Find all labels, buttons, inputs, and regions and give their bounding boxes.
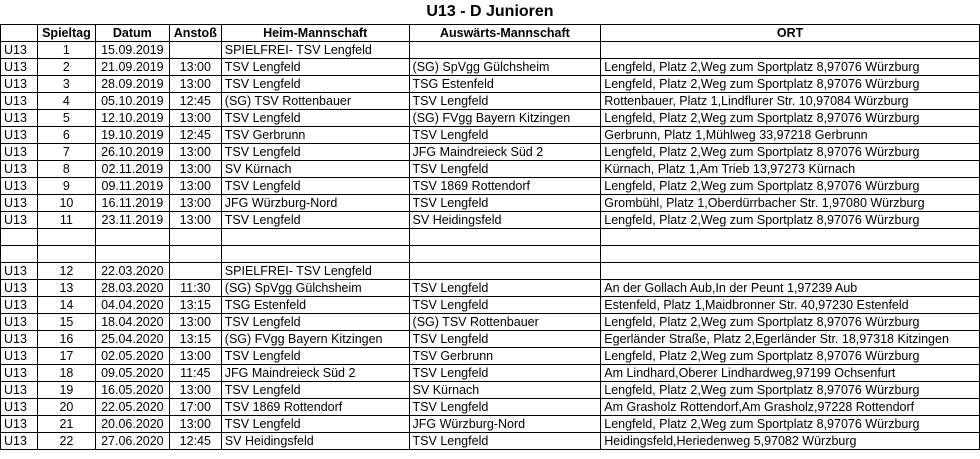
kickoff-cell: 13:00 [169,314,221,331]
matchday-cell: 7 [37,144,95,161]
kickoff-cell [169,42,221,59]
away-team-cell: SV Kürnach [409,382,601,399]
matchday-cell: 5 [37,110,95,127]
kickoff-cell: 13:00 [169,348,221,365]
kickoff-cell [169,263,221,280]
date-cell: 02.11.2019 [95,161,169,178]
table-row [1,144,980,161]
schedule-table [0,24,980,450]
date-cell: 28.03.2020 [95,280,169,297]
away-team-cell: TSV Gerbrunn [409,348,601,365]
kickoff-cell: 12:45 [169,93,221,110]
team-class-cell: U13 [1,178,38,195]
matchday-cell: 2 [37,59,95,76]
away-team-cell: TSV 1869 Rottendorf [409,178,601,195]
location-cell: Gerbrunn, Platz 1,Mühlweg 33,97218 Gerbrunn [601,127,980,144]
date-cell: 27.06.2020 [95,433,169,450]
kickoff-cell [169,246,221,263]
table-row [1,348,980,365]
team-class-cell: U13 [1,42,38,59]
kickoff-cell: 13:00 [169,76,221,93]
home-team-cell: JFG Maindreieck Süd 2 [221,365,409,382]
date-cell: 23.11.2019 [95,212,169,229]
home-team-cell: TSV Lengfeld [221,348,409,365]
away-team-cell [409,246,601,263]
date-cell: 05.10.2019 [95,93,169,110]
kickoff-cell: 12:45 [169,127,221,144]
location-cell: Lengfeld, Platz 2,Weg zum Sportplatz 8,97076 Würzburg [601,59,980,76]
location-cell: Egerländer Straße, Platz 2,Egerländer Str. 18,97318 Kitzingen [601,331,980,348]
matchday-cell: 20 [37,399,95,416]
home-team-cell: TSV Gerbrunn [221,127,409,144]
table-row [1,59,980,76]
kickoff-cell: 13:00 [169,144,221,161]
location-cell: Heidingsfeld,Heriedenweg 5,97082 Würzburg [601,433,980,450]
home-team-cell: TSV Lengfeld [221,59,409,76]
kickoff-cell: 13:00 [169,59,221,76]
location-cell: Am Lindhard,Oberer Lindhardweg,97199 Ochsenfurt [601,365,980,382]
home-team-cell: SV Kürnach [221,161,409,178]
date-cell: 04.04.2020 [95,297,169,314]
matchday-cell: 4 [37,93,95,110]
home-team-cell: TSV Lengfeld [221,416,409,433]
header-kickoff: Anstoß [169,25,221,42]
location-cell: Rottenbauer, Platz 1,Lindflurer Str. 10,97084 Würzburg [601,93,980,110]
team-class-cell: U13 [1,195,38,212]
matchday-cell: 17 [37,348,95,365]
kickoff-cell: 17:00 [169,399,221,416]
table-row [1,42,980,59]
matchday-cell: 14 [37,297,95,314]
home-team-cell: SPIELFREI- TSV Lengfeld [221,263,409,280]
kickoff-cell: 13:15 [169,331,221,348]
away-team-cell: TSG Estenfeld [409,76,601,93]
matchday-cell: 22 [37,433,95,450]
matchday-cell: 12 [37,263,95,280]
kickoff-cell: 13:00 [169,178,221,195]
kickoff-cell: 13:00 [169,382,221,399]
team-class-cell: U13 [1,297,38,314]
team-class-cell: U13 [1,433,38,450]
away-team-cell: TSV Lengfeld [409,161,601,178]
location-cell: Lengfeld, Platz 2,Weg zum Sportplatz 8,97076 Würzburg [601,110,980,127]
matchday-cell: 9 [37,178,95,195]
date-cell [95,246,169,263]
location-cell: Lengfeld, Platz 2,Weg zum Sportplatz 8,97076 Würzburg [601,416,980,433]
location-cell [601,246,980,263]
table-row [1,212,980,229]
away-team-cell: TSV Lengfeld [409,365,601,382]
team-class-cell: U13 [1,314,38,331]
away-team-cell: (SG) FVgg Bayern Kitzingen [409,110,601,127]
location-cell [601,229,980,246]
date-cell: 28.09.2019 [95,76,169,93]
location-cell: Estenfeld, Platz 1,Maidbronner Str. 40,97230 Estenfeld [601,297,980,314]
header-matchday: Spieltag [37,25,95,42]
team-class-cell: U13 [1,399,38,416]
date-cell: 20.06.2020 [95,416,169,433]
home-team-cell: TSV Lengfeld [221,178,409,195]
matchday-cell: 16 [37,331,95,348]
home-team-cell: (SG) FVgg Bayern Kitzingen [221,331,409,348]
table-row [1,93,980,110]
kickoff-cell: 12:45 [169,433,221,450]
table-row [1,195,980,212]
team-class-cell: U13 [1,161,38,178]
table-row [1,297,980,314]
matchday-cell: 8 [37,161,95,178]
home-team-cell: TSV 1869 Rottendorf [221,399,409,416]
team-class-cell: U13 [1,331,38,348]
matchday-cell: 13 [37,280,95,297]
home-team-cell: TSV Lengfeld [221,144,409,161]
matchday-cell: 19 [37,382,95,399]
table-row [1,314,980,331]
home-team-cell [221,229,409,246]
table-row [1,246,980,263]
away-team-cell: (SG) SpVgg Gülchsheim [409,59,601,76]
away-team-cell: TSV Lengfeld [409,195,601,212]
date-cell [95,229,169,246]
date-cell: 09.11.2019 [95,178,169,195]
team-class-cell: U13 [1,76,38,93]
kickoff-cell: 11:30 [169,280,221,297]
home-team-cell: SV Heidingsfeld [221,433,409,450]
location-cell: Kürnach, Platz 1,Am Trieb 13,97273 Kürnach [601,161,980,178]
table-row [1,178,980,195]
date-cell: 16.11.2019 [95,195,169,212]
location-cell: Am Grasholz Rottendorf,Am Grasholz,97228 Rottendorf [601,399,980,416]
home-team-cell: TSV Lengfeld [221,382,409,399]
date-cell: 02.05.2020 [95,348,169,365]
away-team-cell: (SG) TSV Rottenbauer [409,314,601,331]
kickoff-cell: 13:00 [169,416,221,433]
date-cell: 12.10.2019 [95,110,169,127]
team-class-cell: U13 [1,127,38,144]
kickoff-cell: 11:45 [169,365,221,382]
table-row [1,416,980,433]
location-cell: An der Gollach Aub,In der Peunt 1,97239 Aub [601,280,980,297]
location-cell: Lengfeld, Platz 2,Weg zum Sportplatz 8,97076 Würzburg [601,178,980,195]
sheet-title: U13 - D Junioren [426,3,554,20]
home-team-cell: (SG) TSV Rottenbauer [221,93,409,110]
location-cell: Lengfeld, Platz 2,Weg zum Sportplatz 8,97076 Würzburg [601,314,980,331]
home-team-cell: TSV Lengfeld [221,212,409,229]
team-class-cell: U13 [1,263,38,280]
date-cell: 22.03.2020 [95,263,169,280]
team-class-cell [1,229,38,246]
table-row [1,433,980,450]
away-team-cell: TSV Lengfeld [409,280,601,297]
kickoff-cell [169,229,221,246]
location-cell: Lengfeld, Platz 2,Weg zum Sportplatz 8,97076 Würzburg [601,212,980,229]
team-class-cell: U13 [1,59,38,76]
location-cell [601,42,980,59]
home-team-cell: SPIELFREI- TSV Lengfeld [221,42,409,59]
home-team-cell: TSV Lengfeld [221,110,409,127]
matchday-cell: 15 [37,314,95,331]
away-team-cell: SV Heidingsfeld [409,212,601,229]
date-cell: 09.05.2020 [95,365,169,382]
table-row [1,331,980,348]
home-team-cell: TSG Estenfeld [221,297,409,314]
team-class-cell: U13 [1,348,38,365]
matchday-cell [37,229,95,246]
home-team-cell: (SG) SpVgg Gülchsheim [221,280,409,297]
date-cell: 21.09.2019 [95,59,169,76]
date-cell: 18.04.2020 [95,314,169,331]
date-cell: 15.09.2019 [95,42,169,59]
table-row [1,161,980,178]
table-row [1,127,980,144]
home-team-cell: TSV Lengfeld [221,314,409,331]
date-cell: 25.04.2020 [95,331,169,348]
team-class-cell: U13 [1,110,38,127]
date-cell: 19.10.2019 [95,127,169,144]
matchday-cell: 21 [37,416,95,433]
location-cell: Lengfeld, Platz 2,Weg zum Sportplatz 8,97076 Würzburg [601,348,980,365]
matchday-cell: 3 [37,76,95,93]
away-team-cell [409,229,601,246]
team-class-cell: U13 [1,93,38,110]
date-cell: 26.10.2019 [95,144,169,161]
table-row [1,280,980,297]
location-cell: Lengfeld, Platz 2,Weg zum Sportplatz 8,97076 Würzburg [601,382,980,399]
table-row [1,263,980,280]
team-class-cell: U13 [1,144,38,161]
kickoff-cell: 13:00 [169,161,221,178]
header-location: ORT [601,25,980,42]
away-team-cell: JFG Maindreieck Süd 2 [409,144,601,161]
matchday-cell: 1 [37,42,95,59]
away-team-cell: TSV Lengfeld [409,93,601,110]
home-team-cell: TSV Lengfeld [221,76,409,93]
table-row [1,382,980,399]
team-class-cell: U13 [1,416,38,433]
away-team-cell [409,42,601,59]
location-cell: Lengfeld, Platz 2,Weg zum Sportplatz 8,97076 Würzburg [601,144,980,161]
matchday-cell: 6 [37,127,95,144]
location-cell: Lengfeld, Platz 2,Weg zum Sportplatz 8,97076 Würzburg [601,76,980,93]
date-cell: 16.05.2020 [95,382,169,399]
away-team-cell [409,263,601,280]
location-cell [601,263,980,280]
away-team-cell: JFG Würzburg-Nord [409,416,601,433]
header-date: Datum [95,25,169,42]
table-row [1,399,980,416]
header-away-team: Auswärts-Mannschaft [409,25,601,42]
away-team-cell: TSV Lengfeld [409,127,601,144]
location-cell: Grombühl, Platz 1,Oberdürrbacher Str. 1,97080 Würzburg [601,195,980,212]
kickoff-cell: 13:00 [169,110,221,127]
home-team-cell [221,246,409,263]
home-team-cell: JFG Würzburg-Nord [221,195,409,212]
table-row [1,76,980,93]
team-class-cell: U13 [1,365,38,382]
team-class-cell: U13 [1,212,38,229]
table-row [1,110,980,127]
header-class [1,25,38,42]
header-home-team: Heim-Mannschaft [221,25,409,42]
header-row [1,25,980,42]
team-class-cell [1,246,38,263]
matchday-cell: 11 [37,212,95,229]
kickoff-cell: 13:00 [169,212,221,229]
kickoff-cell: 13:15 [169,297,221,314]
away-team-cell: TSV Lengfeld [409,331,601,348]
team-class-cell: U13 [1,280,38,297]
matchday-cell [37,246,95,263]
away-team-cell: TSV Lengfeld [409,433,601,450]
date-cell: 22.05.2020 [95,399,169,416]
away-team-cell: TSV Lengfeld [409,399,601,416]
team-class-cell: U13 [1,382,38,399]
matchday-cell: 10 [37,195,95,212]
table-row [1,365,980,382]
matchday-cell: 18 [37,365,95,382]
table-row [1,229,980,246]
kickoff-cell: 13:00 [169,195,221,212]
away-team-cell: TSV Lengfeld [409,297,601,314]
